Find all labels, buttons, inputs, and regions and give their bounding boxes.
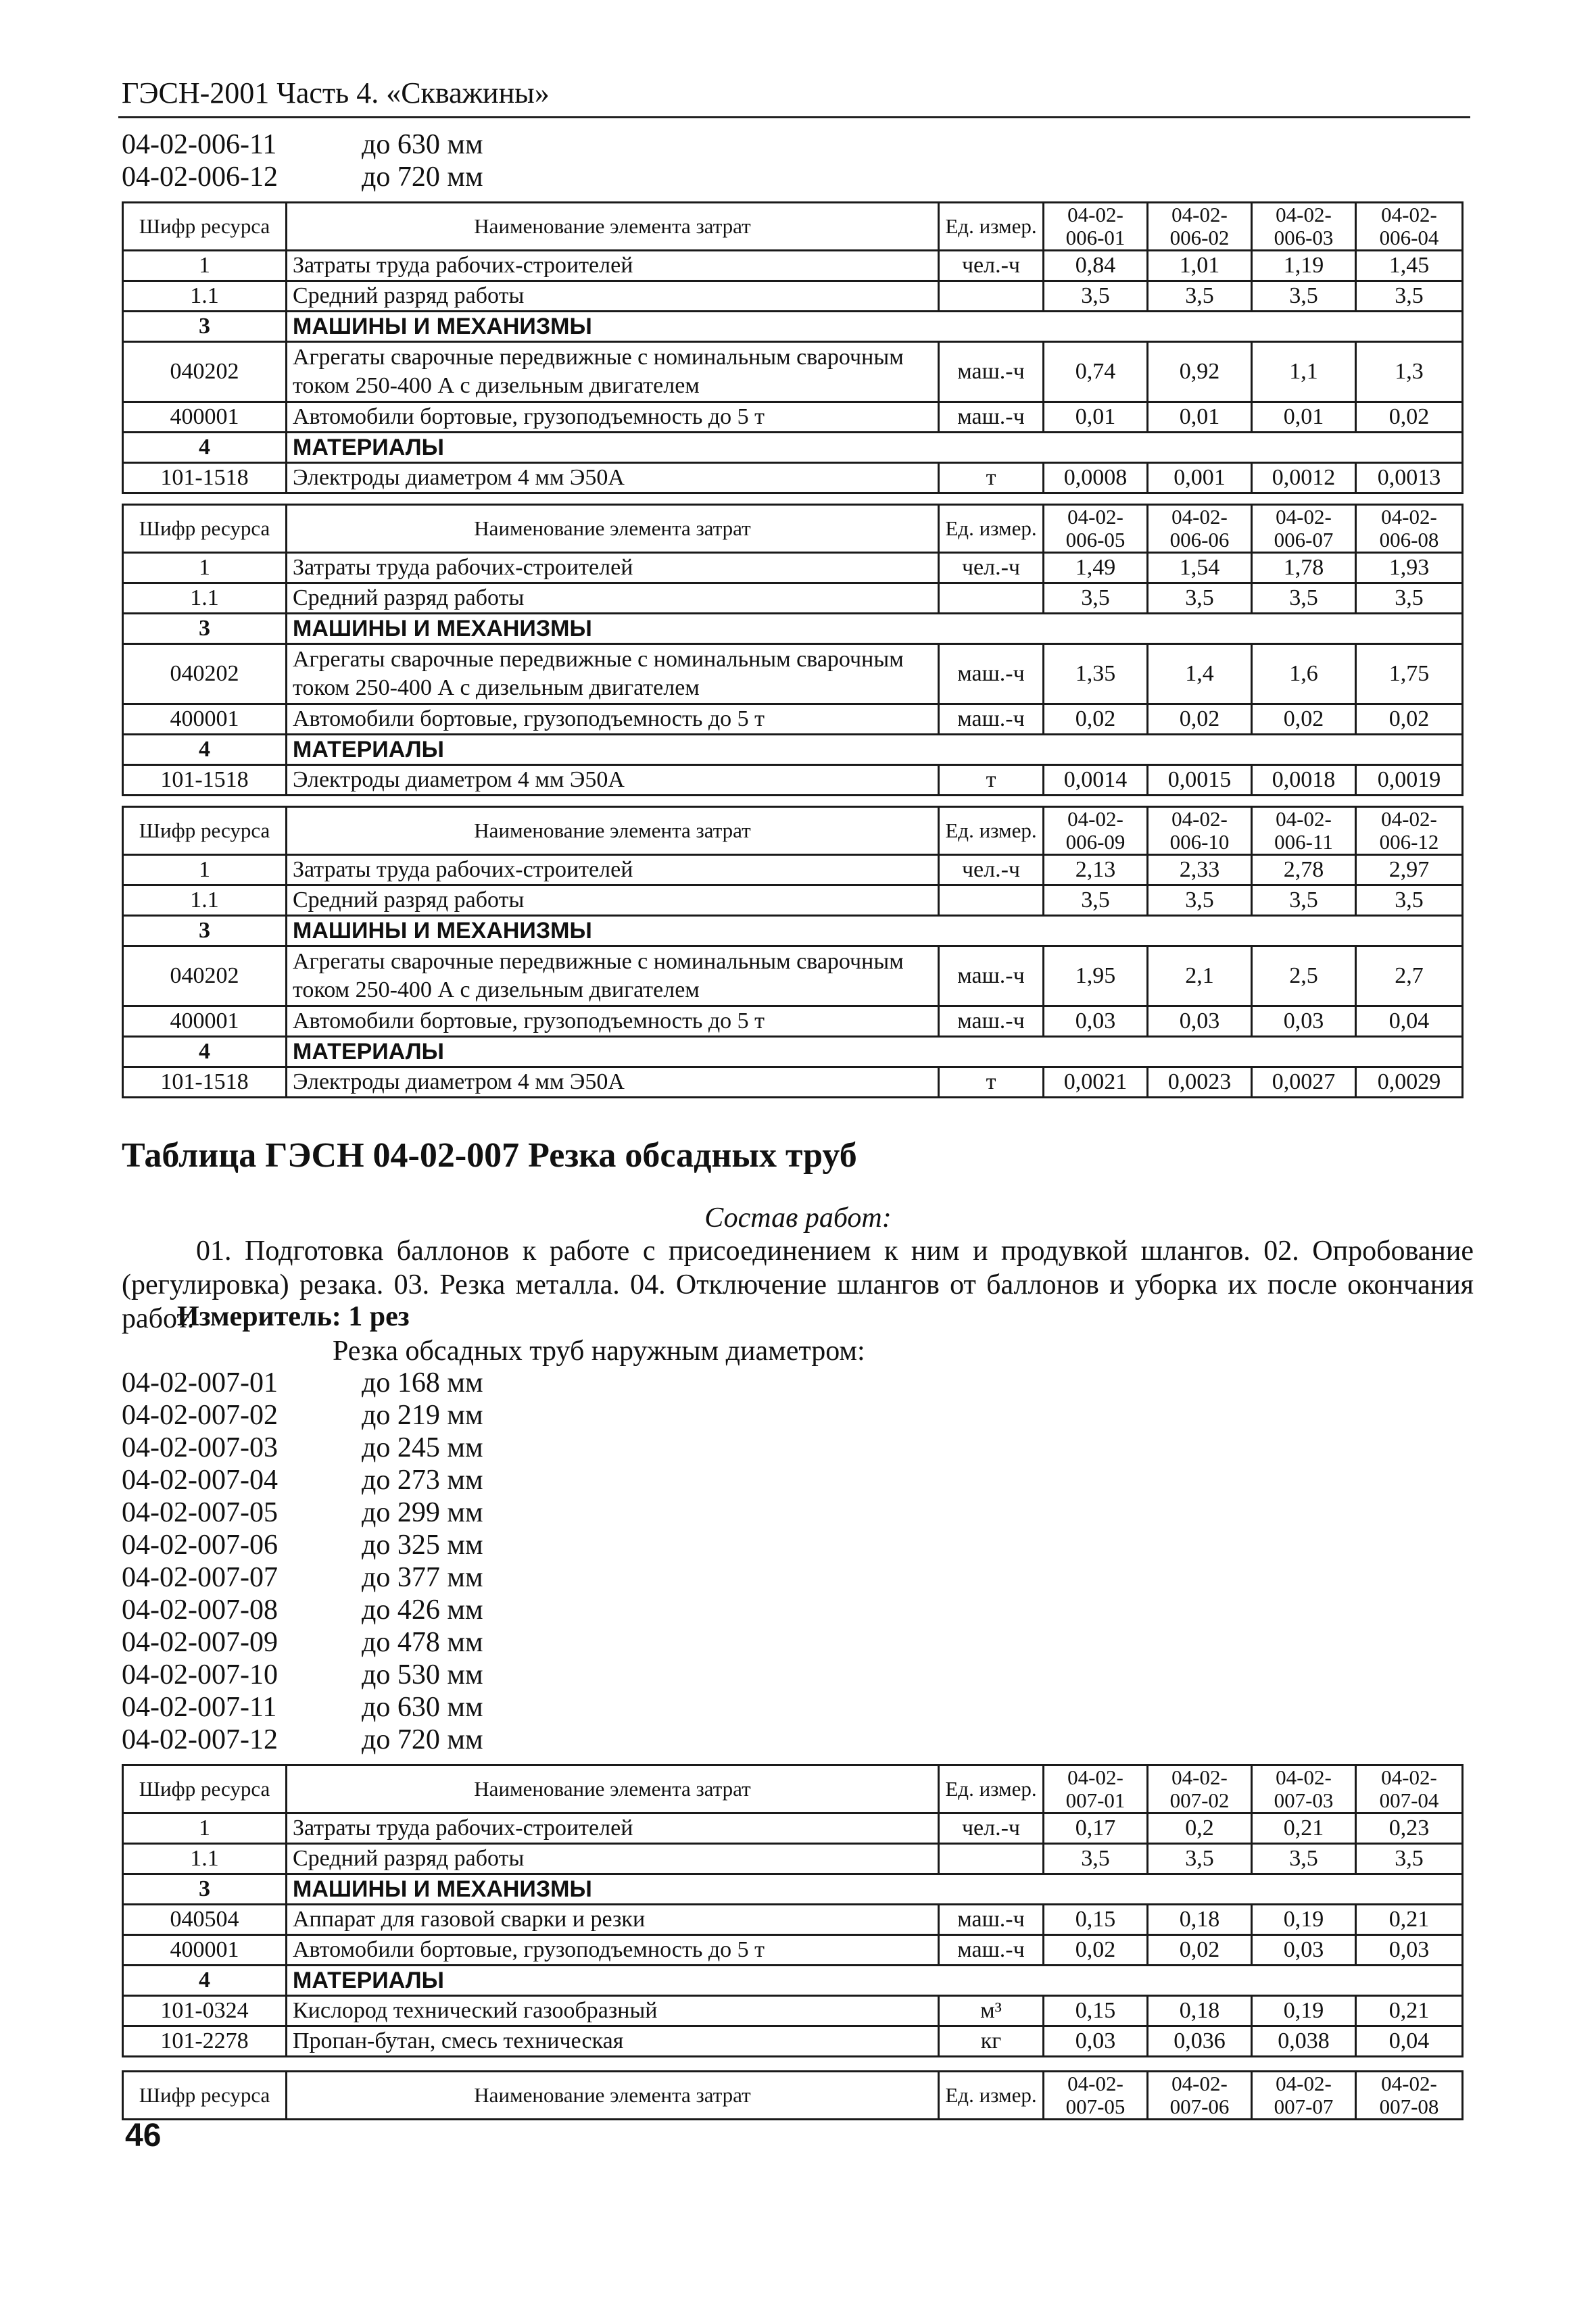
section-heading: МАТЕРИАЛЫ — [287, 1037, 1463, 1067]
header-norm-code: 04-02-006-04 — [1356, 203, 1463, 251]
resource-unit: маш.-ч — [939, 946, 1044, 1006]
table-header-row — [123, 807, 1463, 855]
section-row — [123, 433, 1463, 463]
table-row — [123, 855, 1463, 885]
code: 04-02-006-11 — [122, 129, 277, 160]
resource-unit: м³ — [939, 1996, 1044, 2026]
code-list-item — [122, 1432, 483, 1464]
table-row — [123, 704, 1463, 735]
norm-value: 0,01 — [1252, 402, 1356, 433]
resource-table — [122, 806, 1464, 1098]
norm-value: 3,5 — [1148, 281, 1252, 312]
code-list-item — [122, 1496, 483, 1529]
norm-value: 3,5 — [1044, 885, 1148, 916]
resource-unit — [939, 583, 1044, 614]
norm-value: 1,49 — [1044, 553, 1148, 583]
norm-value: 0,19 — [1252, 1905, 1356, 1935]
header-norm-code: 04-02-006-10 — [1148, 807, 1252, 855]
resource-name: Затраты труда рабочих-строителей — [287, 251, 939, 281]
norm-value: 0,01 — [1044, 402, 1148, 433]
section-row — [123, 1037, 1463, 1067]
section-row — [123, 1966, 1463, 1996]
table-row — [123, 1935, 1463, 1966]
norm-value: 0,03 — [1252, 1006, 1356, 1037]
resource-code: 4 — [123, 1966, 287, 1996]
header-norm-code: 04-02-007-07 — [1252, 2072, 1356, 2120]
resource-name: Кислород технический газообразный — [287, 1996, 939, 2026]
norm-value: 3,5 — [1356, 583, 1463, 614]
code: 04-02-007-10 — [122, 1659, 278, 1690]
code: 04-02-007-08 — [122, 1594, 278, 1626]
resource-code: 4 — [123, 735, 287, 765]
header-norm-code: 04-02-007-01 — [1044, 1765, 1148, 1813]
norm-value: 0,02 — [1148, 1935, 1252, 1966]
norm-value: 0,02 — [1356, 402, 1463, 433]
code-label: до 219 мм — [362, 1400, 483, 1431]
resource-name: Средний разряд работы — [287, 281, 939, 312]
code-label: до 630 мм — [362, 1692, 483, 1723]
resource-name: Электроды диаметром 4 мм Э50А — [287, 1067, 939, 1098]
norm-value: 0,92 — [1148, 342, 1252, 402]
resource-unit: чел.-ч — [939, 553, 1044, 583]
resource-code: 3 — [123, 1874, 287, 1905]
resource-code: 1.1 — [123, 885, 287, 916]
resource-unit: маш.-ч — [939, 402, 1044, 433]
norm-value: 1,4 — [1148, 644, 1252, 704]
norm-value: 0,0019 — [1356, 765, 1463, 796]
norm-value: 1,54 — [1148, 553, 1252, 583]
header-norm-code: 04-02-006-07 — [1252, 505, 1356, 553]
header-name: Наименование элемента затрат — [287, 807, 939, 855]
code-list-item — [122, 161, 483, 193]
resource-code: 400001 — [123, 1935, 287, 1966]
resource-code: 040202 — [123, 342, 287, 402]
resource-name: Агрегаты сварочные передвижные с номинальным сварочным током 250-400 А с дизельным двигателем — [287, 644, 939, 704]
section-row — [123, 1874, 1463, 1905]
norm-value: 2,13 — [1044, 855, 1148, 885]
norm-value: 0,03 — [1044, 1006, 1148, 1037]
resource-name: Автомобили бортовые, грузоподъемность до 5 т — [287, 704, 939, 735]
table-row — [123, 1067, 1463, 1098]
header-unit: Ед. измер. — [939, 807, 1044, 855]
code-list-item — [122, 1529, 483, 1561]
resource-code: 1 — [123, 855, 287, 885]
resource-table — [122, 2070, 1464, 2120]
table-row — [123, 765, 1463, 796]
resource-name: Автомобили бортовые, грузоподъемность до 5 т — [287, 1006, 939, 1037]
section-heading: МАШИНЫ И МЕХАНИЗМЫ — [287, 1874, 1463, 1905]
norm-value: 0,0008 — [1044, 463, 1148, 493]
header-norm-code: 04-02-007-05 — [1044, 2072, 1148, 2120]
norm-value: 0,0014 — [1044, 765, 1148, 796]
norm-value: 0,03 — [1356, 1935, 1463, 1966]
norm-value: 2,5 — [1252, 946, 1356, 1006]
table-row — [123, 553, 1463, 583]
norm-value: 0,74 — [1044, 342, 1148, 402]
section-row — [123, 312, 1463, 342]
page-number: 46 — [125, 2118, 162, 2153]
resource-unit: кг — [939, 2026, 1044, 2057]
code-label: до 325 мм — [362, 1530, 483, 1561]
table-row — [123, 251, 1463, 281]
header-norm-code: 04-02-006-09 — [1044, 807, 1148, 855]
header-unit: Ед. измер. — [939, 1765, 1044, 1813]
norm-value: 0,0012 — [1252, 463, 1356, 493]
code: 04-02-007-09 — [122, 1627, 278, 1658]
resource-name: Затраты труда рабочих-строителей — [287, 1813, 939, 1844]
table-row — [123, 885, 1463, 916]
code: 04-02-007-05 — [122, 1497, 278, 1528]
header-name: Наименование элемента затрат — [287, 1765, 939, 1813]
norm-value: 0,15 — [1044, 1996, 1148, 2026]
norm-value: 2,7 — [1356, 946, 1463, 1006]
table-header-row — [123, 1765, 1463, 1813]
norm-value: 3,5 — [1356, 1844, 1463, 1874]
header-norm-code: 04-02-007-03 — [1252, 1765, 1356, 1813]
code: 04-02-007-02 — [122, 1400, 278, 1431]
resource-code: 1 — [123, 251, 287, 281]
norm-value: 0,23 — [1356, 1813, 1463, 1844]
code-label: до 299 мм — [362, 1497, 483, 1528]
header-norm-code: 04-02-006-02 — [1148, 203, 1252, 251]
norm-value: 0,03 — [1044, 2026, 1148, 2057]
code: 04-02-007-04 — [122, 1465, 278, 1496]
code-list-item — [122, 1594, 483, 1626]
resource-table — [122, 201, 1464, 494]
resource-code: 101-0324 — [123, 1996, 287, 2026]
composition-title: Состав работ: — [704, 1202, 892, 1234]
resource-name: Средний разряд работы — [287, 1844, 939, 1874]
resource-name: Агрегаты сварочные передвижные с номинальным сварочным током 250-400 А с дизельным двигателем — [287, 342, 939, 402]
header-norm-code: 04-02-006-01 — [1044, 203, 1148, 251]
norm-value: 0,02 — [1148, 704, 1252, 735]
resource-code: 040504 — [123, 1905, 287, 1935]
norm-value: 0,03 — [1252, 1935, 1356, 1966]
norm-value: 3,5 — [1148, 1844, 1252, 1874]
resource-name: Средний разряд работы — [287, 885, 939, 916]
table-row — [123, 1844, 1463, 1874]
section-heading: МАТЕРИАЛЫ — [287, 735, 1463, 765]
resource-code: 400001 — [123, 402, 287, 433]
header-norm-code: 04-02-006-03 — [1252, 203, 1356, 251]
table-row — [123, 402, 1463, 433]
norm-value: 3,5 — [1044, 1844, 1148, 1874]
norm-value: 0,18 — [1148, 1905, 1252, 1935]
norm-value: 0,0015 — [1148, 765, 1252, 796]
norm-value: 0,0027 — [1252, 1067, 1356, 1098]
resource-name: Автомобили бортовые, грузоподъемность до 5 т — [287, 1935, 939, 1966]
norm-value: 0,84 — [1044, 251, 1148, 281]
norm-value: 3,5 — [1252, 281, 1356, 312]
norm-value: 1,35 — [1044, 644, 1148, 704]
resource-code: 400001 — [123, 704, 287, 735]
norm-value: 1,45 — [1356, 251, 1463, 281]
code-list-item — [122, 1724, 483, 1756]
table-row — [123, 342, 1463, 402]
code-list-item — [122, 1367, 483, 1399]
norm-value: 0,0013 — [1356, 463, 1463, 493]
norm-value: 2,78 — [1252, 855, 1356, 885]
table-row — [123, 946, 1463, 1006]
header-unit: Ед. измер. — [939, 2072, 1044, 2120]
header-norm-code: 04-02-007-08 — [1356, 2072, 1463, 2120]
resource-code: 4 — [123, 433, 287, 463]
resource-code: 101-1518 — [123, 1067, 287, 1098]
code-label: до 168 мм — [362, 1367, 483, 1398]
section-row — [123, 735, 1463, 765]
norm-value: 1,01 — [1148, 251, 1252, 281]
resource-unit: маш.-ч — [939, 1006, 1044, 1037]
norm-value: 0,15 — [1044, 1905, 1148, 1935]
header-norm-code: 04-02-006-12 — [1356, 807, 1463, 855]
norm-value: 3,5 — [1252, 885, 1356, 916]
header-name: Наименование элемента затрат — [287, 203, 939, 251]
norm-value: 3,5 — [1044, 583, 1148, 614]
norm-value: 3,5 — [1044, 281, 1148, 312]
resource-code: 3 — [123, 614, 287, 644]
section-heading: МАШИНЫ И МЕХАНИЗМЫ — [287, 916, 1463, 946]
norm-value: 0,0021 — [1044, 1067, 1148, 1098]
resource-unit — [939, 1844, 1044, 1874]
norm-value: 0,02 — [1356, 704, 1463, 735]
norm-value: 0,18 — [1148, 1996, 1252, 2026]
norm-value: 0,036 — [1148, 2026, 1252, 2057]
header-code: Шифр ресурса — [123, 203, 287, 251]
norm-value: 1,78 — [1252, 553, 1356, 583]
norm-value: 1,1 — [1252, 342, 1356, 402]
header-norm-code: 04-02-006-08 — [1356, 505, 1463, 553]
norm-value: 3,5 — [1252, 583, 1356, 614]
resource-name: Автомобили бортовые, грузоподъемность до 5 т — [287, 402, 939, 433]
norm-value: 0,04 — [1356, 2026, 1463, 2057]
top-code-list — [122, 128, 483, 193]
table-row — [123, 1813, 1463, 1844]
norm-value: 0,03 — [1148, 1006, 1252, 1037]
table-row — [123, 2026, 1463, 2057]
header-norm-code: 04-02-006-11 — [1252, 807, 1356, 855]
resource-unit: маш.-ч — [939, 1935, 1044, 1966]
norm-value: 2,33 — [1148, 855, 1252, 885]
header-norm-code: 04-02-007-06 — [1148, 2072, 1252, 2120]
description: Резка обсадных труб наружным диаметром: — [333, 1336, 865, 1367]
resource-unit: т — [939, 1067, 1044, 1098]
table-row — [123, 281, 1463, 312]
norm-value: 0,04 — [1356, 1006, 1463, 1037]
resource-code: 1.1 — [123, 583, 287, 614]
table-header-row — [123, 203, 1463, 251]
resource-name: Затраты труда рабочих-строителей — [287, 553, 939, 583]
header-norm-code: 04-02-007-02 — [1148, 1765, 1252, 1813]
resource-name: Пропан-бутан, смесь техническая — [287, 2026, 939, 2057]
resource-code: 101-2278 — [123, 2026, 287, 2057]
norm-value: 1,19 — [1252, 251, 1356, 281]
code: 04-02-006-12 — [122, 162, 278, 193]
header-code: Шифр ресурса — [123, 505, 287, 553]
header-code: Шифр ресурса — [123, 2072, 287, 2120]
resource-code: 1 — [123, 1813, 287, 1844]
code: 04-02-007-06 — [122, 1530, 278, 1561]
resource-table — [122, 1764, 1464, 2057]
header-unit: Ед. измер. — [939, 203, 1044, 251]
code-label: до 377 мм — [362, 1562, 483, 1593]
header-norm-code: 04-02-007-04 — [1356, 1765, 1463, 1813]
norm-value: 0,17 — [1044, 1813, 1148, 1844]
resource-name: Электроды диаметром 4 мм Э50А — [287, 765, 939, 796]
section-row — [123, 916, 1463, 946]
resource-code: 1.1 — [123, 1844, 287, 1874]
resource-code: 040202 — [123, 644, 287, 704]
resource-code: 1.1 — [123, 281, 287, 312]
resource-code: 101-1518 — [123, 765, 287, 796]
measure-unit: Измеритель: 1 рез — [177, 1301, 410, 1332]
norm-value: 3,5 — [1148, 583, 1252, 614]
resource-unit: маш.-ч — [939, 704, 1044, 735]
code-list-item — [122, 1561, 483, 1594]
code: 04-02-007-12 — [122, 1724, 278, 1755]
resource-unit: чел.-ч — [939, 251, 1044, 281]
norm-value: 0,21 — [1356, 1996, 1463, 2026]
resource-unit: маш.-ч — [939, 342, 1044, 402]
code-label: до 530 мм — [362, 1659, 483, 1690]
header-unit: Ед. измер. — [939, 505, 1044, 553]
code-list-item — [122, 128, 483, 161]
code-label: до 426 мм — [362, 1594, 483, 1626]
norm-value: 3,5 — [1252, 1844, 1356, 1874]
norm-value: 1,3 — [1356, 342, 1463, 402]
resource-unit: маш.-ч — [939, 644, 1044, 704]
header-name: Наименование элемента затрат — [287, 505, 939, 553]
composition-text: 01. Подготовка баллонов к работе с присоединением к ним и продувкой шлангов. 02. Опробование (регулировка) резака. 03. Резка металла. 04. Отключение шлангов от баллонов и уборка их после окончания работ. — [122, 1236, 1474, 1334]
header-code: Шифр ресурса — [123, 1765, 287, 1813]
code-label: до 273 мм — [362, 1465, 483, 1496]
section-heading: МАТЕРИАЛЫ — [287, 433, 1463, 463]
norm-value: 2,1 — [1148, 946, 1252, 1006]
section-title: Таблица ГЭСН 04-02-007 Резка обсадных труб — [122, 1136, 857, 1175]
table-row — [123, 1006, 1463, 1037]
resource-name: Агрегаты сварочные передвижные с номинальным сварочным током 250-400 А с дизельным двигателем — [287, 946, 939, 1006]
norm-value: 3,5 — [1356, 885, 1463, 916]
norm-value: 0,0023 — [1148, 1067, 1252, 1098]
section-heading: МАШИНЫ И МЕХАНИЗМЫ — [287, 312, 1463, 342]
code: 04-02-007-07 — [122, 1562, 278, 1593]
norm-value: 1,93 — [1356, 553, 1463, 583]
resource-code: 400001 — [123, 1006, 287, 1037]
resource-unit — [939, 281, 1044, 312]
code-label: до 245 мм — [362, 1432, 483, 1463]
resource-name: Аппарат для газовой сварки и резки — [287, 1905, 939, 1935]
code-list-item — [122, 1691, 483, 1724]
norm-value: 0,2 — [1148, 1813, 1252, 1844]
section-heading: МАТЕРИАЛЫ — [287, 1966, 1463, 1996]
page-header: ГЭСН-2001 Часть 4. «Скважины» — [122, 76, 550, 109]
header-name: Наименование элемента затрат — [287, 2072, 939, 2120]
resource-name: Средний разряд работы — [287, 583, 939, 614]
table-row — [123, 463, 1463, 493]
norm-value: 0,02 — [1044, 1935, 1148, 1966]
norm-value: 1,95 — [1044, 946, 1148, 1006]
resource-unit: т — [939, 463, 1044, 493]
header-norm-code: 04-02-006-06 — [1148, 505, 1252, 553]
code-list-007 — [122, 1367, 483, 1756]
norm-value: 0,001 — [1148, 463, 1252, 493]
resource-unit: чел.-ч — [939, 855, 1044, 885]
norm-value: 3,5 — [1356, 281, 1463, 312]
code-list-item — [122, 1659, 483, 1691]
code-label: до 720 мм — [362, 1724, 483, 1755]
resource-unit: т — [939, 765, 1044, 796]
code: 04-02-007-01 — [122, 1367, 278, 1398]
resource-code: 040202 — [123, 946, 287, 1006]
code-label: до 630 мм — [362, 129, 483, 160]
resource-name: Электроды диаметром 4 мм Э50А — [287, 463, 939, 493]
norm-value: 0,21 — [1356, 1905, 1463, 1935]
resource-code: 3 — [123, 916, 287, 946]
resource-code: 101-1518 — [123, 463, 287, 493]
code-label: до 478 мм — [362, 1627, 483, 1658]
resource-code: 1 — [123, 553, 287, 583]
resource-code: 3 — [123, 312, 287, 342]
code-list-item — [122, 1464, 483, 1496]
norm-value: 1,75 — [1356, 644, 1463, 704]
header-code: Шифр ресурса — [123, 807, 287, 855]
norm-value: 0,01 — [1148, 402, 1252, 433]
table-row — [123, 1996, 1463, 2026]
header-rule — [118, 116, 1470, 118]
table-header-row — [123, 2072, 1463, 2120]
norm-value: 3,5 — [1148, 885, 1252, 916]
resource-name: Затраты труда рабочих-строителей — [287, 855, 939, 885]
table-row — [123, 644, 1463, 704]
norm-value: 1,6 — [1252, 644, 1356, 704]
norm-value: 0,21 — [1252, 1813, 1356, 1844]
norm-value: 0,02 — [1252, 704, 1356, 735]
norm-value: 0,02 — [1044, 704, 1148, 735]
code: 04-02-007-11 — [122, 1692, 277, 1723]
code-list-item — [122, 1626, 483, 1659]
norm-value: 0,0018 — [1252, 765, 1356, 796]
code-list-item — [122, 1399, 483, 1432]
resource-unit: маш.-ч — [939, 1905, 1044, 1935]
norm-value: 2,97 — [1356, 855, 1463, 885]
norm-value: 0,0029 — [1356, 1067, 1463, 1098]
code: 04-02-007-03 — [122, 1432, 278, 1463]
table-header-row — [123, 505, 1463, 553]
section-row — [123, 614, 1463, 644]
resource-code: 4 — [123, 1037, 287, 1067]
norm-value: 0,19 — [1252, 1996, 1356, 2026]
table-row — [123, 583, 1463, 614]
norm-value: 0,038 — [1252, 2026, 1356, 2057]
resource-table — [122, 504, 1464, 796]
section-heading: МАШИНЫ И МЕХАНИЗМЫ — [287, 614, 1463, 644]
header-norm-code: 04-02-006-05 — [1044, 505, 1148, 553]
resource-unit — [939, 885, 1044, 916]
table-row — [123, 1905, 1463, 1935]
resource-unit: чел.-ч — [939, 1813, 1044, 1844]
code-label: до 720 мм — [362, 162, 483, 193]
